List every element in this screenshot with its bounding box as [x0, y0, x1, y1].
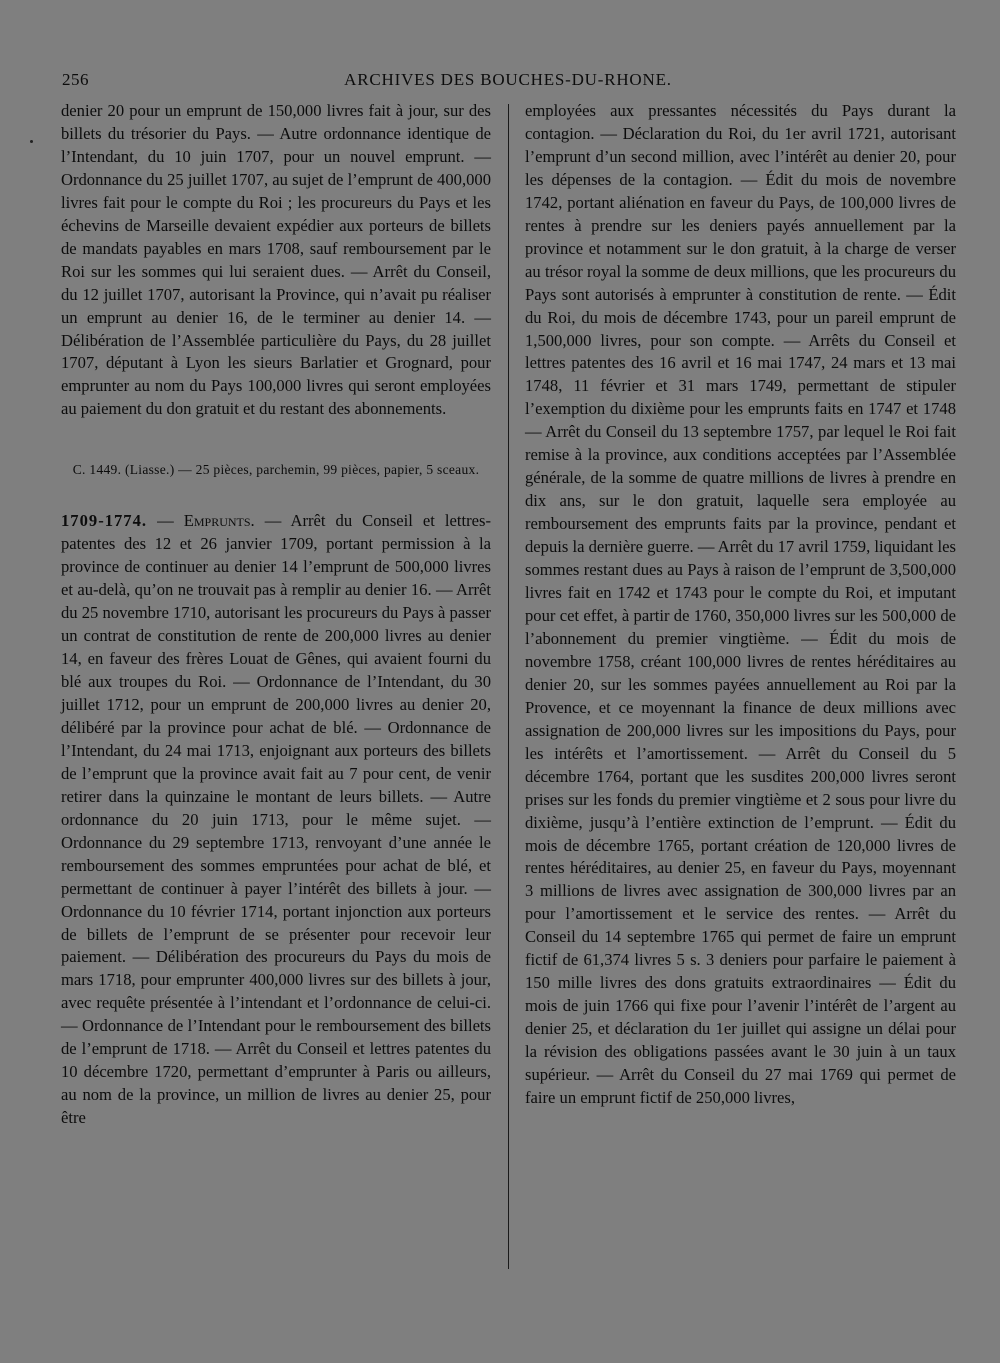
entry-subject: — Emprunts.: [157, 511, 255, 531]
continuation-text: denier 20 pour un emprunt de 150,000 livres fait à jour, sur des billets du trésorier du Pays. — Autre ordonnance identique de l’Intendant, du 10 juin 1707, pour un nouvel emprunt. — Ordonnance du 25 juillet 1707, au sujet de l’emprunt de 400,000 livres fait pour le compte du Roi ; les procureurs du Pays et les échevins de Marseille devaient expédier aux porteurs de billets de mandats payables en mars 1708, sauf remboursement par le Roi sur les sommes qui lui seraient dues. — Arrêt du Conseil, du 12 juillet 1707, autorisant la Province, qui n’avait pu réaliser un emprunt au denier 16, de le terminer au denier 14. — Délibération de l’Assemblée particulière du Pays, du 28 juillet 1707, députant à Lyon les sieurs Barlatier et Grognard, pour emprunter au nom du Pays 100,000 livres qui seront employées au paiement du don gratuit et du restant des abonnements.: [61, 101, 491, 419]
entry-paragraph: [61, 510, 491, 1130]
margin-mark: [30, 140, 33, 143]
right-column: [525, 100, 956, 1110]
archive-reference: C. 1449. (Liasse.) — 25 pièces, parchemin, 99 pièces, papier, 5 sceaux.: [72, 462, 480, 478]
running-title: ARCHIVES DES BOUCHES-DU-RHONE.: [344, 70, 672, 89]
inventory-entry: [61, 510, 491, 1130]
right-paragraph: [525, 100, 956, 1110]
column-divider: [508, 104, 509, 1269]
page-number: 256: [62, 70, 89, 89]
left-column: [61, 100, 491, 1130]
right-column-text: employées aux pressantes nécessités du Pays durant la contagion. — Déclaration du Roi, du 1er avril 1721, autorisant l’emprunt d’un second million, avec l’intérêt au denier 20, pour les dépenses de la contagion. — Édit du mois de novembre 1742, portant aliénation en faveur du Pays, de 100,000 livres de rentes à prendre sur les deniers payés annuellement par la province et notamment sur le don gratuit, à la charge de verser au trésor royal la somme de deux millions, que les procureurs du Pays sont autorisés à emprunter à constitution de rente. — Édit du Roi, du mois de décembre 1743, pour un pareil emprunt de 1,500,000 livres, pour son compte. — Arrêts du Conseil et lettres patentes des 16 avril et 16 mai 1747, 24 mars et 13 mai 1748, 11 février et 31 mars 1749, permettant de stipuler l’exemption du dixième pour les emprunts faits en 1747 et 1748 — Arrêt du Conseil du 13 septembre 1757, par lequel le Roi fait remise à la province, aux conditions acceptées par l’Assemblée générale, de la somme de quatre millions de livres à prendre en dix ans, sur le don gratuit, laquelle sera employée au remboursement des emprunts faits par la province, pendant et depuis la dernière guerre. — Arrêt du 17 avril 1759, liquidant les sommes restant dues au Pays à raison de l’emprunt de 3,500,000 livres fait en 1742 et 1743 pour le compte du Roi, et imputant pour cet effet, à partir de 1760, 350,000 livres sur les 500,000 de l’abonnement du premier vingtième. — Édit du mois de novembre 1758, créant 100,000 livres de rentes héréditaires au denier 20, sur les sommes payées annuellement au Roi par la Provence, et ce moyennant la finance de deux millions avec assignation de 200,000 livres sur les impositions du Pays, pour les intérêts et l’amortissement. — Arrêt du Conseil du 5 décembre 1764, portant que les susdites 200,000 livres seront prises sur les fonds du premier vingtième et 2 sous pour livre du dixième, jusqu’à l’entière extinction de l’emprunt. — Édit du mois de décembre 1765, portant création de 120,000 livres de rentes héréditaires, au denier 25, en faveur du Pays, moyennant 3 millions de livres avec assignation de 300,000 livres par an pour l’amortissement et le service des rentes. — Arrêt du Conseil du 14 septembre 1765 qui permet de faire un emprunt fictif de 61,374 livres 5 s. 3 deniers pour parfaire le paiement à 150 mille livres des dons gratuits extraordinaires — Édit du mois de juin 1766 qui fixe pour l’avenir l’intérêt de l’argent au denier 25, et déclaration du 1er juillet qui assigne un délai pour la révision des obligations passées avant le 30 juin à un taux supérieur. — Arrêt du Conseil du 27 mai 1769 qui permet de faire un emprunt fictif de 250,000 livres,: [525, 101, 956, 1107]
entry-date: 1709-1774.: [61, 511, 148, 531]
entry-text: — Arrêt du Conseil et lettres-patentes des 12 et 26 janvier 1709, portant permission à la province de continuer au denier 14 l’emprunt de 500,000 livres et au-delà, qu’on ne trouvait pas à remplir au denier 16. — Arrêt du 25 novembre 1710, autorisant les procureurs du Pays à passer un contrat de constitution de rente de 200,000 livres au denier 14, en faveur des frères Louat de Gênes, qui avaient fourni du blé aux troupes du Roi. — Ordonnance de l’Intendant, du 30 juillet 1712, pour un emprunt de 200,000 livres au denier 20, délibéré par la province pour achat de blé. — Ordonnance de l’Intendant, du 24 mai 1713, enjoignant aux porteurs des billets de l’emprunt que la province avait fait au 7 pour cent, de venir retirer dans la quinzaine le montant de leurs billets. — Autre ordonnance du 20 juin 1713, pour le même sujet. — Ordonnance du 29 septembre 1713, renvoyant d’une année le remboursement des sommes empruntées pour achat de blé, et permettant de continuer à payer l’intérêt des billets à jour. — Ordonnance du 10 février 1714, portant injonction aux porteurs de billets de l’emprunt de se présenter pour recevoir leur paiement. — Délibération des procureurs du Pays du mois de mars 1718, pour emprunter 400,000 livres sur des billets à jour, avec requête présentée à l’intendant et l’ordonnance de celui-ci. — Ordonnance de l’Intendant pour le remboursement des billets de l’emprunt de 1718. — Arrêt du Conseil et lettres patentes du 10 décembre 1720, permettant d’emprunter à Paris ou ailleurs, au nom de la province, un million de livres au denier 25, pour être: [61, 511, 491, 1128]
page-header: [62, 70, 954, 98]
continuation-paragraph: [61, 100, 491, 421]
